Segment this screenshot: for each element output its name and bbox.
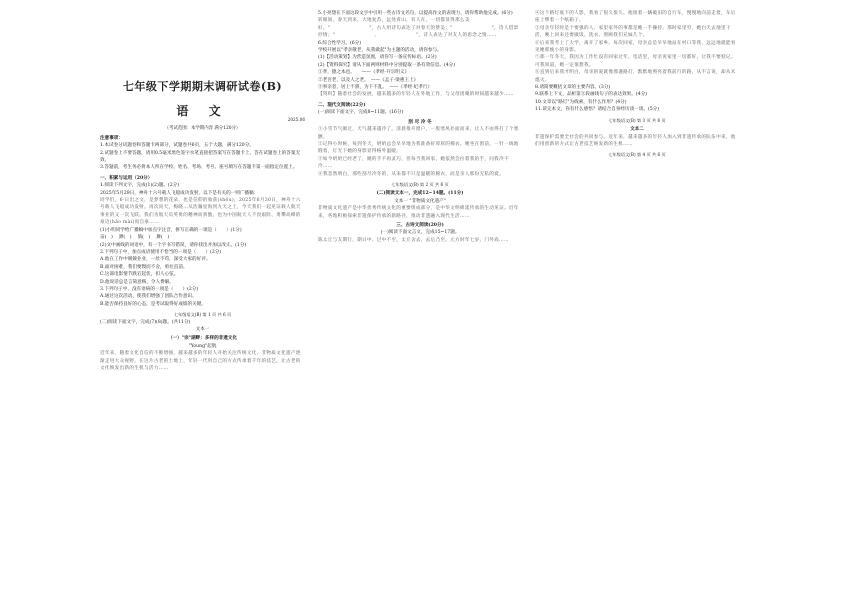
left-page — [100, 10, 305, 602]
article-paragraph: ④我忽然明白，那些刮尽冷冬的，从来都不只是温暖的棉衣，而是亲人那份无私的爱。 — [318, 171, 504, 177]
article-paragraph: ⑧直到后来我才明白，母亲的爱就像那盏路灯，默默地照亮着我前行的路，从不言说，却从未熄灭。 — [535, 70, 736, 83]
article-paragraph: ⑥后来我考上了大学，离开了家乡。每次回家，母亲总是早早地站在村口等我，远远地就能看见她那瘦小的身影。 — [535, 40, 736, 54]
right-page — [535, 10, 739, 602]
option: C.这部电影情节跌宕起伏，扣人心弦。 — [100, 272, 179, 278]
page-footer: 七年级语文(B) 第 2 页 共 6 页 — [391, 181, 449, 187]
question: 1.阅读下列文字，完成(1)(2)题。(2分) — [100, 183, 180, 189]
section-subtitle: (一)阅读下面文言文，完成15~17题。 — [380, 230, 460, 236]
section-heading: 二、现代文阅读(22分) — [318, 102, 366, 108]
question-intro: 2025年5月29日，神舟十六号载人飞船成功发射，以下是有关的一则广播稿： — [100, 190, 259, 196]
question-body: 学校开展以"孝亲敬老，从我做起"为主题的活动，请你参与。 — [318, 48, 442, 54]
article-body: 非物质文化遗产是中华优秀传统文化的重要组成部分，是中华文明绵延传承的生动见证。近年来，各地积极探索非遗保护传承的新路径，推动非遗融入现代生活…… — [318, 206, 519, 219]
material-note: 【资料】随着社会的发展，越来越多的年轻人在外地工作，与父母团聚的时间越来越少…… — [318, 92, 514, 98]
article-paragraph: ③如今奶奶已经老了，她的手不再灵巧，但每当我回家，她依然会拉着我的手，问我冷不冷…… — [318, 156, 509, 170]
text-label: 文本一 — [195, 326, 210, 332]
subject-title: 语 文 — [176, 104, 229, 118]
article-subtitle: "Young"起航 — [188, 343, 217, 349]
option: B.面对困难，我们要锲而不舍，勇往直前。 — [100, 264, 188, 270]
question: (2)文中画线的词语中，有一个字书写错误，请你找出并加以改正。(1分) — [100, 242, 247, 248]
article-body: 非遗保护需要全社会的共同参与。近年来，越来越多的年轻人加入到非遗传承的队伍中来，他们用创新的方式让古老技艺焕发新的生机…… — [535, 134, 736, 147]
article-paragraph: ②记得小时候，每到冬天，奶奶总会早早地为我准备好厚厚的棉衣。她坐在窗前，一针一线地缝着，灯光下她的身影显得格外温暖。 — [318, 141, 519, 155]
notice-label: 注意事项： — [100, 135, 123, 141]
passage-text: 同学们，6·日出之文，是梦想的花朵，也是信仰的收获(shōu)，2025年6月30日，神舟十六号载人飞船成功发射。再次问天，梅晓…从浩瀚星海到九天之上，今天我们一起见证载人航天事业的又一次飞跃。我们为航天员英勇的精神而骄傲，也为中国航天人不畏艰险、勇攀高峰的豪迈(hào mài)而自豪…… — [100, 198, 301, 226]
article-title: （一）"宗"湖畔：多样的非遗文化 — [167, 336, 238, 342]
question: 2.下列句子中，加点成语使用不恰当的一项是（ ）(2分) — [100, 249, 222, 255]
article-paragraph: ⑤母亲年轻时是个要强的人，家里家外的事都是她一手操持。那时家里穷，她白天去地里干活，晚上回来还要做饭、洗衣、照顾我们兄妹几个。 — [535, 25, 731, 39]
notice-item: 2.试题卷上不要答题，请用0.5毫米黑色签字水笔直接把答案写在答题卡上，答在试题卷上的答案无效。 — [100, 150, 301, 164]
poem-fill: 转眼间，春天到来，大地复苏，远处青山，有人在，一切都显得那么美好。" "，古人用诗句表达了对春天的赞美；" "，诗人借景抒情；" ， "，诗人表达了对友人的思念之情…… — [318, 18, 519, 39]
blank-row — [100, 234, 305, 241]
question: 11.读完本文，你有什么感悟？请结合自身经历谈一谈。(5分) — [535, 107, 660, 113]
text-label: 文本二 — [630, 127, 644, 133]
middle-page — [318, 10, 522, 602]
question: 6.综合性学习。(6分) — [318, 40, 362, 46]
article-paragraph: ①小雪节气刚过，天气越来越冷了。清晨推开窗户，一股寒风扑面而来，让人不由得打了个寒颤。 — [318, 127, 519, 140]
question: 5.小亮想在下面这段文字中引用一些古诗文名句，以提高作文的表现力，请你帮助他完成。(6分) — [318, 11, 513, 16]
section-title: 三、古诗文阅读(20分) — [396, 222, 444, 228]
blank-item: 舞( ) — [156, 235, 170, 241]
blank-item: 渺( ) — [118, 235, 132, 241]
article-paragraph: ⑦那一年冬天，我因为工作忙没有回家过年。电话里，母亲说家里一切都好，让我不要惦记。可我知道，她一定很想我。 — [535, 55, 736, 68]
option: A.通过这次活动，使我们增强了团队合作意识。 — [100, 294, 197, 300]
sub-question: (1)【活动策划】为营造氛围，请你写一条宣传标语。(2分) — [318, 55, 437, 61]
article-title: 刮 尽 冷 冬 — [408, 119, 432, 125]
option: B.能否保持良好的心态，是考试取得好成绩的关键。 — [100, 301, 206, 307]
blank-item: 奋( ) — [100, 235, 113, 241]
question: 3.下列句子中，没有语病的一项是（ ）(2分) — [100, 286, 199, 292]
exam-title: 七年级下学期期末调研试卷(B) — [122, 80, 283, 93]
article-paragraph: ④这个路灯底下的人影，我看了很久很久。他推着一辆破旧的自行车，慢慢地向前走着，车后座上绑着一个纸箱子。 — [535, 11, 736, 24]
section-title: (二)阅读文本一，完成12~14题。(11分) — [376, 191, 464, 197]
quote: ③事亲者，居上不骄，为下不乱。 ——《孝经·纪孝行》 — [318, 85, 433, 91]
option: A.他在工作中兢兢业业，一丝不苟，深受大家的好评。 — [100, 257, 211, 263]
exam-meta: （考试范围：本学期内容 满分120分） — [164, 126, 241, 132]
section-subtitle: 文本一 "非物质文化遗产" — [394, 198, 446, 204]
quote: ①孝，德之本也。 ——《孝经·开宗明义》 — [318, 70, 410, 76]
question: 9.联系上下文，品析第⑤段画线句子的表达效果。(4分) — [535, 92, 647, 98]
article-body: 陈太丘与友期行，期日中。过中不至，太丘舍去，去后乃至。元方时年七岁，门外戏…… — [318, 237, 509, 243]
notice-item: 3.答题前，考生务必将本人所在学校、姓名、考场、考号、座号填写在答题卡第一面指定位置上。 — [100, 165, 298, 171]
sub-question: (2)【资料探究】请从下面两则材料中分别提取一条有效信息。(4分) — [318, 62, 456, 68]
reading-label: (二)阅读下面文字，完成(7)(8)题。(共11分) — [100, 319, 191, 325]
section-heading: 一、积累与运用（20分） — [100, 175, 153, 181]
blank-item: 旅( ) — [137, 235, 151, 241]
article-body: 近年来，随着文化自信的不断增强，越来越多的年轻人开始关注传统文化，非物质文化遗产逐渐走进大众视野。在这片古老的土地上，年轻一代用自己的方式传承着千年的技艺，让古老的文化焕发出新的生机与活力…… — [100, 351, 301, 371]
notice-item: 1.本试卷分试题卷和答题卡两部分，试题卷共6页，五个大题，满分120分。 — [100, 143, 254, 149]
reading-label: (一)阅读下面文字，完成8~11题。(16分) — [318, 110, 404, 116]
exam-date: 2025.06 — [287, 117, 305, 122]
question: 10.文章以"路灯"为线索，有什么作用？(4分) — [535, 99, 627, 105]
option: D.他说话总是言简意赅，令人费解。 — [100, 279, 174, 285]
page-footer: 七年级语文(B) 第 1 页 共 6 页 — [173, 312, 232, 318]
page-footer: 七年级语文(B) 第 3 页 共 6 页 — [608, 117, 666, 123]
question: (1)小明同学给广播稿中加点字注音，拼写正确的一项是（ ）(1分) — [100, 227, 242, 233]
page-footer: 七年级语文(B) 第 4 页 共 6 页 — [608, 152, 666, 158]
quote: ②老吾老，以及人之老。 ——《孟子·梁惠王上》 — [318, 77, 419, 83]
question: 8.请简要概括文章的主要内容。(3分) — [535, 85, 611, 91]
